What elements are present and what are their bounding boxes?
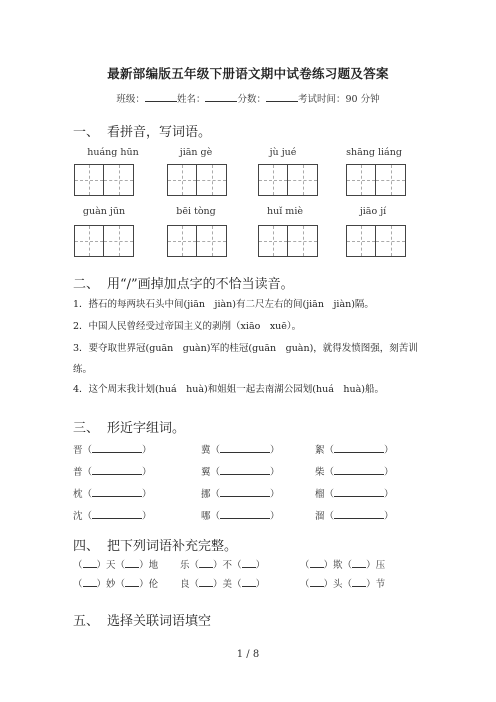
write-grid[interactable] [346, 225, 406, 257]
word-group-item: 榴（ ） [315, 486, 394, 500]
pinyin-2: jiān gè [179, 147, 213, 158]
class-blank[interactable] [145, 92, 177, 102]
section-4-title: 把下列词语补充完整。 [107, 539, 238, 554]
answer-blank[interactable] [334, 464, 384, 475]
question-line: 2．中国人民曾经受过帝国主义的剥削（xiāo xuē）。 [73, 321, 302, 332]
score-blank[interactable] [266, 92, 298, 102]
class-label: 班级： [116, 94, 145, 105]
write-grid[interactable] [167, 164, 227, 196]
section-2-heading [73, 273, 294, 292]
section-5-title: 选择关联词语填空 [107, 614, 212, 629]
section-1-number: 一、 [73, 125, 100, 140]
word-group-item: 柴（ ） [315, 464, 394, 478]
idiom-item: 良（ ）美（ ） [180, 576, 265, 590]
answer-blank[interactable] [220, 442, 270, 453]
section-3-heading [73, 417, 185, 436]
answer-blank[interactable] [334, 442, 384, 453]
answer-blank[interactable] [83, 576, 97, 587]
answer-blank[interactable] [334, 486, 384, 497]
answer-blank[interactable] [125, 557, 139, 568]
word-group-item: 翼（ ） [201, 464, 280, 478]
section-3-title: 形近字组词。 [107, 421, 186, 436]
answer-blank[interactable] [125, 576, 139, 587]
write-grid[interactable] [167, 225, 227, 257]
answer-blank[interactable] [310, 557, 324, 568]
answer-blank[interactable] [334, 508, 384, 519]
write-grid[interactable] [74, 225, 134, 257]
page-title: 最新部编版五年级下册语文期中试卷练习题及答案 [107, 66, 389, 81]
word-group-item: 普（ ） [73, 464, 152, 478]
word-group-item: 溜（ ） [315, 508, 394, 522]
answer-blank[interactable] [352, 576, 366, 587]
section-4-number: 四、 [73, 539, 100, 554]
question-line: 1．搭石的每两块石头中间(jiān jiàn)有二尺左右的间(jiān jiàn)隔。 [73, 299, 374, 310]
student-info-line [0, 91, 496, 105]
idiom-item: （ ）欺（ ）压 [300, 557, 385, 571]
pinyin-6: bēi tòng [176, 206, 216, 217]
score-label: 分数： [237, 94, 266, 105]
word-group-item: 沈（ ） [73, 508, 152, 522]
pinyin-4: shāng liáng [346, 147, 402, 158]
section-4-heading [73, 535, 237, 554]
name-label: 姓名： [176, 94, 206, 105]
name-blank[interactable] [205, 92, 237, 102]
answer-blank[interactable] [310, 576, 324, 587]
word-group-item: 枕（ ） [73, 486, 152, 500]
answer-blank[interactable] [352, 557, 366, 568]
section-1-heading [73, 121, 211, 140]
idiom-item: （ ）妙（ ）伦 [73, 576, 158, 590]
write-grid[interactable] [346, 164, 406, 196]
page-number: 1 / 8 [236, 649, 260, 660]
section-5-heading [73, 610, 211, 629]
idiom-item: （ ）头（ ）节 [300, 576, 385, 590]
write-grid[interactable] [74, 164, 134, 196]
answer-blank[interactable] [199, 576, 213, 587]
section-2-title: 用“/”画掉加点字的不恰当读音。 [107, 277, 294, 292]
answer-blank[interactable] [92, 464, 142, 475]
section-2-number: 二、 [73, 277, 100, 292]
idiom-item: 乐（ ）不（ ） [180, 557, 265, 571]
answer-blank[interactable] [220, 508, 270, 519]
time-label: 考试时间：90 分钟 [297, 94, 380, 105]
word-group-item: 晋（ ） [73, 442, 152, 456]
answer-blank[interactable] [220, 464, 270, 475]
answer-blank[interactable] [92, 442, 142, 453]
answer-blank[interactable] [199, 557, 213, 568]
answer-blank[interactable] [83, 557, 97, 568]
answer-blank[interactable] [92, 486, 142, 497]
section-3-number: 三、 [73, 421, 100, 436]
word-group-item: 哪（ ） [201, 508, 280, 522]
answer-blank[interactable] [92, 508, 142, 519]
answer-blank[interactable] [242, 576, 256, 587]
question-line: 3．要夺取世界冠(guān guàn)军的桂冠(guān guàn)，就得发愤图强，刻苦训 [73, 343, 418, 354]
pinyin-5: guàn jūn [82, 206, 126, 217]
write-grid[interactable] [258, 225, 318, 257]
word-group-item: 挪（ ） [201, 486, 280, 500]
section-5-number: 五、 [73, 614, 100, 629]
pinyin-3: jù jué [269, 147, 297, 158]
pinyin-8: jiāo jí [359, 206, 387, 217]
word-group-item: 絮（ ） [315, 442, 394, 456]
question-line: 练。 [73, 364, 93, 375]
idiom-item: （ ）天（ ）地 [73, 557, 158, 571]
pinyin-1: huáng hūn [87, 147, 139, 158]
answer-blank[interactable] [220, 486, 270, 497]
question-line: 4．这个周末我计划(huá huà)和姐姐一起去南湖公园划(huá huà)船。 [73, 384, 384, 395]
section-1-title: 看拼音，写词语。 [107, 125, 212, 140]
write-grid[interactable] [258, 164, 318, 196]
pinyin-7: huǐ miè [267, 206, 303, 217]
answer-blank[interactable] [242, 557, 256, 568]
word-group-item: 冀（ ） [201, 442, 280, 456]
